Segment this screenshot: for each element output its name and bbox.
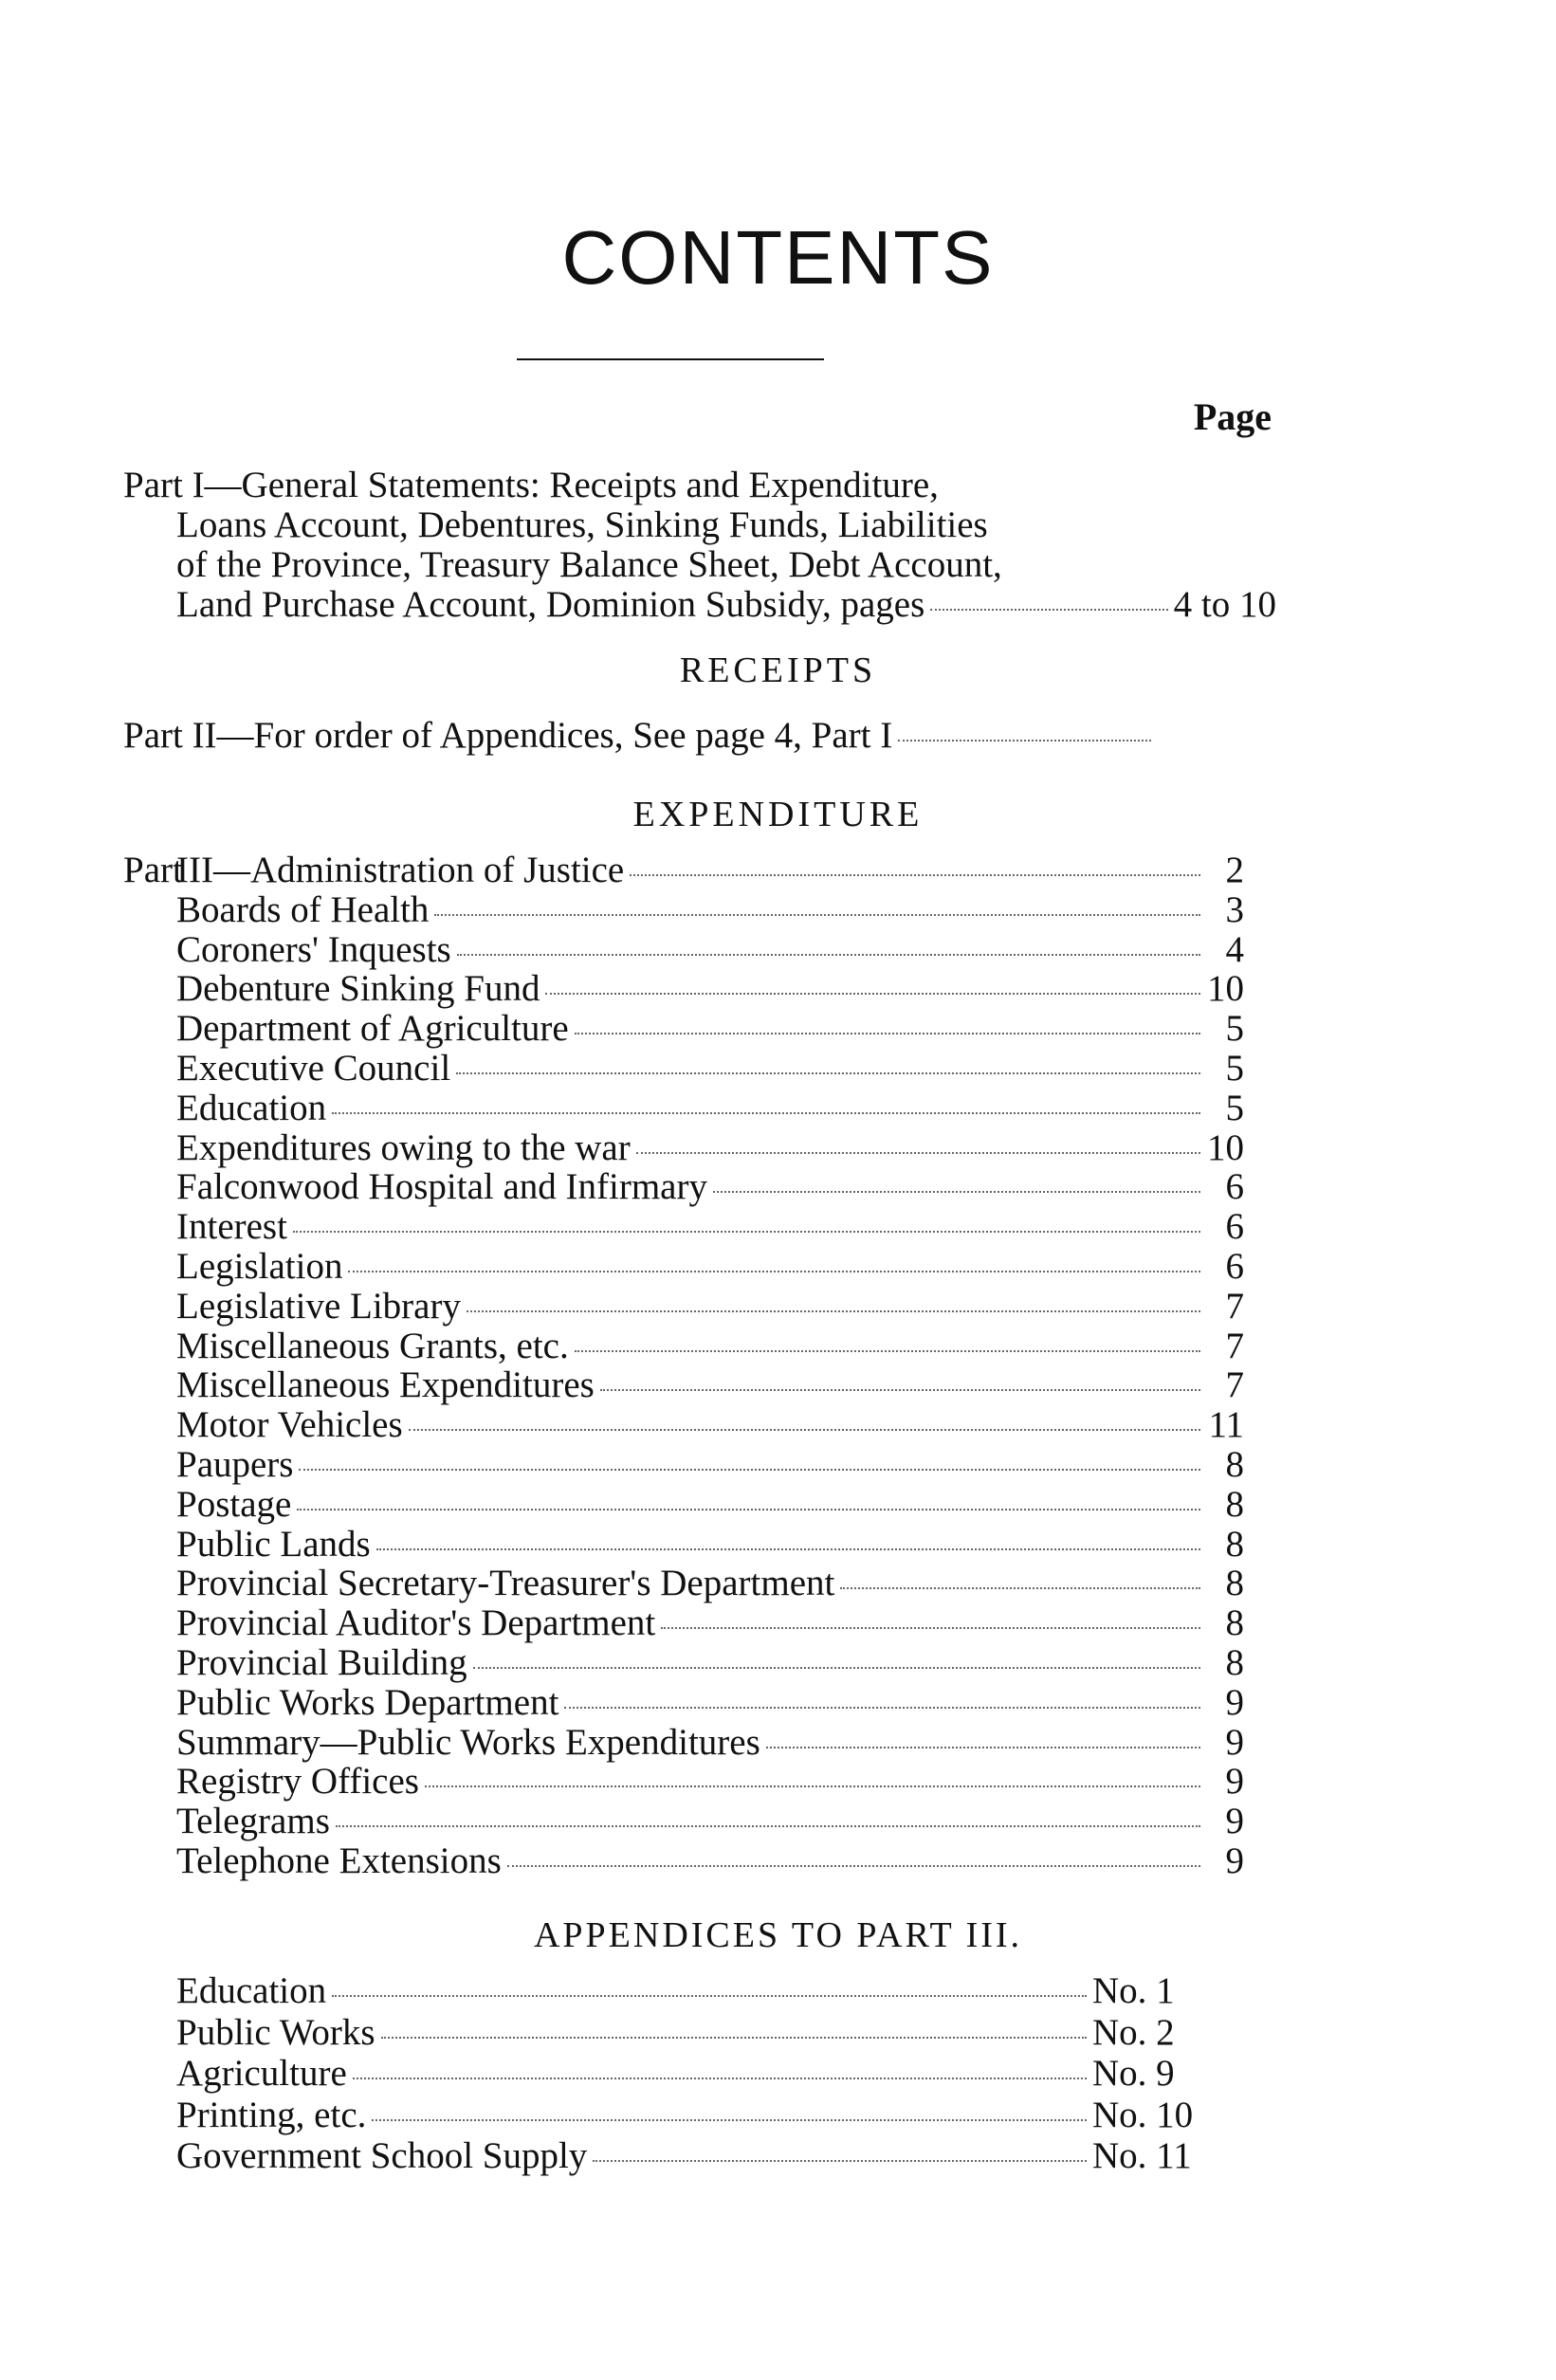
appendix-number: No. 10 — [1092, 2095, 1194, 2135]
appendix-label: Printing, etc. — [176, 2095, 367, 2135]
toc-entry-page: 10 — [1207, 1127, 1244, 1168]
dot-leader — [600, 1389, 1200, 1391]
toc-entry — [176, 1565, 1244, 1602]
appendix-entry — [176, 2096, 1204, 2133]
part3-prefix: Part — [123, 850, 183, 890]
toc-entry-page: 6 — [1225, 1246, 1244, 1287]
toc-entry — [176, 1446, 1244, 1483]
toc-entry — [176, 931, 1244, 968]
title-rule — [517, 358, 824, 360]
dot-leader — [713, 1191, 1200, 1193]
appendix-label: Public Works — [176, 2012, 375, 2053]
toc-entry — [176, 1248, 1244, 1285]
toc-entry-page: 6 — [1225, 1166, 1244, 1207]
toc-entry — [176, 1129, 1244, 1166]
dot-leader — [564, 1707, 1200, 1709]
toc-entry-page: 9 — [1225, 1761, 1244, 1802]
toc-entry — [176, 1526, 1244, 1563]
toc-entry-page: 10 — [1207, 968, 1244, 1009]
part1-last-row — [176, 586, 1276, 623]
dot-leader — [353, 2078, 1087, 2079]
toc-entry — [176, 891, 1244, 928]
dot-leader — [381, 2037, 1087, 2039]
dot-leader — [575, 1350, 1200, 1352]
appendix-number: No. 2 — [1092, 2012, 1175, 2053]
dot-leader — [332, 1995, 1087, 1997]
expenditure-heading: EXPENDITURE — [632, 795, 924, 834]
part2-row — [123, 717, 1157, 754]
toc-entry-label: Falconwood Hospital and Infirmary — [176, 1166, 707, 1207]
appendix-entry — [176, 2055, 1204, 2092]
toc-entry-label: Miscellaneous Expenditures — [176, 1364, 595, 1405]
part1-pages: 4 to 10 — [1173, 584, 1276, 625]
part1-line: Part I—General Statements: Receipts and Expenditure, — [123, 465, 939, 505]
dot-leader — [299, 1469, 1200, 1471]
dot-leader — [348, 1271, 1200, 1272]
dot-leader — [409, 1429, 1200, 1431]
toc-entry-label: Education — [176, 1088, 327, 1128]
toc-entry — [176, 1763, 1244, 1800]
toc-entry-page: 8 — [1225, 1524, 1244, 1565]
toc-entry-page: 5 — [1225, 1008, 1244, 1049]
toc-entry-page: 9 — [1225, 1801, 1244, 1841]
toc-entry — [176, 1366, 1244, 1403]
dot-leader — [434, 914, 1200, 916]
toc-entry-page: 5 — [1225, 1048, 1244, 1089]
toc-entry — [176, 1050, 1244, 1087]
receipts-heading: RECEIPTS — [679, 650, 877, 690]
toc-entry — [176, 1486, 1244, 1523]
toc-entry — [176, 1288, 1244, 1325]
appendix-label: Agriculture — [176, 2053, 347, 2094]
toc-entry-label: Boards of Health — [176, 889, 430, 930]
toc-entry-page: 4 — [1225, 929, 1244, 970]
toc-entry — [176, 1327, 1244, 1364]
dot-leader — [575, 1033, 1200, 1034]
part1-line: Land Purchase Account, Dominion Subsidy, pages — [176, 584, 925, 625]
appendix-entry — [176, 2137, 1204, 2174]
appendix-entry — [176, 2014, 1204, 2051]
toc-entry — [176, 1208, 1244, 1245]
toc-entry-page: 7 — [1225, 1364, 1244, 1405]
appendix-entry — [176, 1972, 1204, 2009]
dot-leader — [467, 1310, 1200, 1312]
toc-entry — [176, 1842, 1244, 1879]
page-title: CONTENTS — [561, 215, 995, 300]
toc-entry-page: 8 — [1225, 1602, 1244, 1643]
toc-entry-label: Department of Agriculture — [176, 1008, 569, 1049]
part2-text: Part II—For order of Appendices, See page 4, Part I — [123, 715, 893, 756]
toc-entry-label: Public Lands — [176, 1524, 371, 1565]
dot-leader — [336, 1825, 1200, 1827]
toc-entry — [176, 1803, 1244, 1840]
dot-leader — [332, 1112, 1200, 1114]
toc-entry-label: Summary—Public Works Expenditures — [176, 1722, 760, 1763]
toc-entry-label: Miscellaneous Grants, etc. — [176, 1326, 569, 1366]
toc-entry-page: 11 — [1208, 1404, 1244, 1445]
dot-leader — [507, 1865, 1200, 1867]
toc-entry — [176, 1010, 1244, 1047]
dot-leader — [473, 1667, 1200, 1669]
dot-leader — [457, 954, 1200, 956]
toc-entry-label: Telegrams — [176, 1801, 330, 1841]
toc-entry-page: 9 — [1225, 1682, 1244, 1723]
dot-leader — [630, 874, 1200, 876]
dot-leader — [293, 1231, 1200, 1233]
dot-leader — [661, 1627, 1200, 1629]
toc-entry-label: Executive Council — [176, 1048, 451, 1089]
appendix-label: Education — [176, 1970, 327, 2011]
toc-entry-page: 3 — [1225, 889, 1244, 930]
toc-entry-label: Interest — [176, 1206, 287, 1247]
toc-entry-label: Expenditures owing to the war — [176, 1127, 631, 1168]
toc-entry-page: 9 — [1225, 1840, 1244, 1881]
toc-entry-label: Legislative Library — [176, 1286, 461, 1327]
dot-leader — [456, 1072, 1200, 1074]
toc-entry-label: Motor Vehicles — [176, 1404, 403, 1445]
dot-leader — [372, 2119, 1087, 2121]
toc-entry-page: 8 — [1225, 1642, 1244, 1683]
toc-entry-page: 7 — [1225, 1326, 1244, 1366]
toc-entry — [176, 970, 1244, 1007]
toc-entry — [176, 1724, 1244, 1761]
toc-entry-label: Public Works Department — [176, 1682, 559, 1723]
dot-leader — [545, 993, 1200, 995]
dot-leader — [297, 1509, 1200, 1510]
toc-entry-label: Paupers — [176, 1444, 294, 1485]
part1-line: of the Province, Treasury Balance Sheet, Debt Account, — [176, 544, 1002, 585]
toc-entry — [176, 1168, 1244, 1205]
toc-entry — [176, 851, 1244, 888]
toc-entry-label: III—Administration of Justice — [176, 850, 625, 890]
toc-entry-page: 2 — [1225, 850, 1244, 890]
toc-entry — [176, 1644, 1244, 1681]
appendices-heading: APPENDICES TO PART III. — [533, 1915, 1023, 1955]
dot-leader — [376, 1548, 1200, 1550]
toc-entry — [176, 1089, 1244, 1126]
appendix-label: Government School Supply — [176, 2135, 588, 2176]
dot-leader — [898, 740, 1151, 741]
dot-leader — [840, 1587, 1200, 1589]
appendix-number: No. 11 — [1092, 2135, 1192, 2176]
toc-entry-label: Legislation — [176, 1246, 343, 1287]
toc-entry-page: 8 — [1225, 1563, 1244, 1603]
toc-entry — [176, 1684, 1244, 1721]
dot-leader — [593, 2160, 1087, 2162]
toc-entry-label: Debenture Sinking Fund — [176, 968, 540, 1009]
toc-entry — [176, 1406, 1244, 1443]
appendix-number: No. 1 — [1092, 1970, 1175, 2011]
toc-entry-page: 8 — [1225, 1484, 1244, 1525]
toc-entry-label: Telephone Extensions — [176, 1840, 502, 1881]
toc-entry-label: Coroners' Inquests — [176, 929, 451, 970]
toc-entry-page: 9 — [1225, 1722, 1244, 1763]
toc-entry-page: 5 — [1225, 1088, 1244, 1128]
toc-entry-label: Provincial Secretary-Treasurer's Department — [176, 1563, 835, 1603]
dot-leader — [636, 1152, 1200, 1154]
toc-entry-label: Provincial Building — [176, 1642, 467, 1683]
toc-entry-page: 8 — [1225, 1444, 1244, 1485]
toc-entry — [176, 1604, 1244, 1641]
page-column-heading: Page — [1193, 395, 1272, 438]
appendix-number: No. 9 — [1092, 2053, 1175, 2094]
toc-entry-page: 7 — [1225, 1286, 1244, 1327]
toc-entry-label: Provincial Auditor's Department — [176, 1602, 656, 1643]
part1-line: Loans Account, Debentures, Sinking Funds, Liabilities — [176, 504, 988, 545]
toc-entry-label: Registry Offices — [176, 1761, 419, 1802]
toc-entry-page: 6 — [1225, 1206, 1244, 1247]
dot-leader — [930, 609, 1167, 611]
dot-leader — [766, 1747, 1200, 1748]
toc-entry-label: Postage — [176, 1484, 292, 1525]
dot-leader — [425, 1785, 1200, 1787]
